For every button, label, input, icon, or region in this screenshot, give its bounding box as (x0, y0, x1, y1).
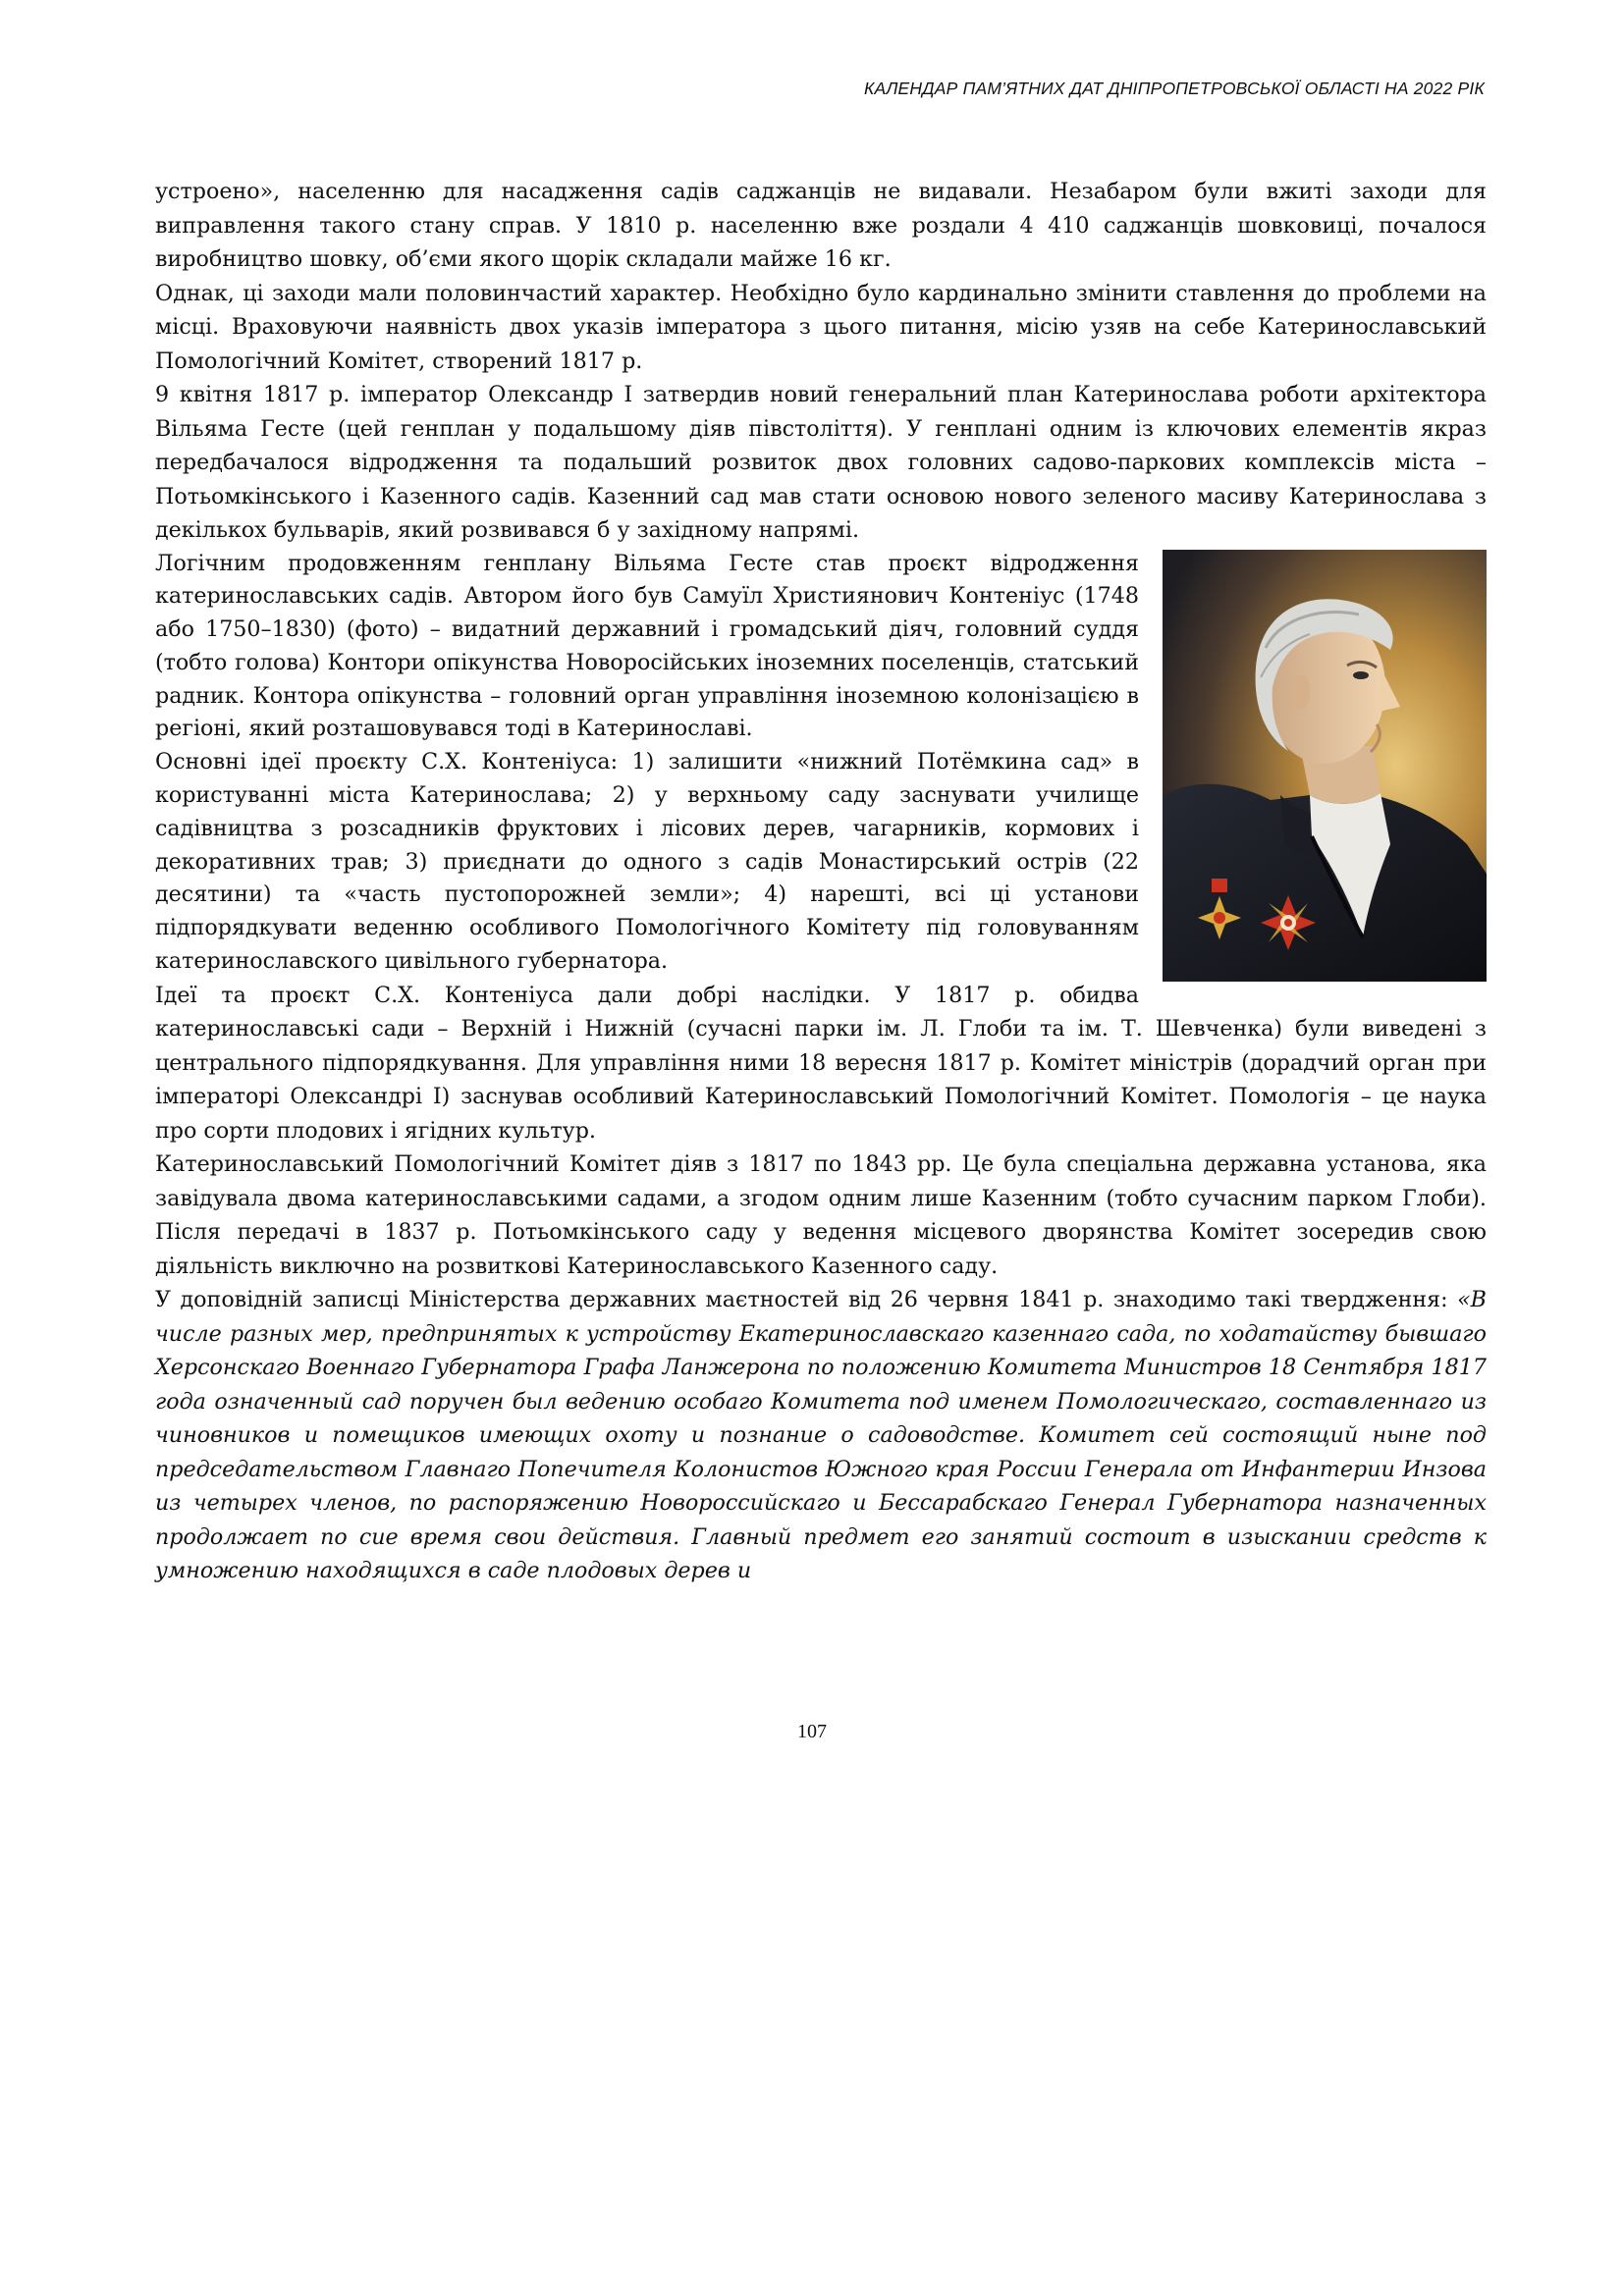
paragraph-6: Ідеї та проєкт С.Х. Контеніуса дали добрі наслідки. У 1817 р. обидва катеринославські сади – Верхній і Нижній (сучасні парки ім. Л. Глоби та ім. Т. Шевченка) були виведені з центрального підпорядкування. Для управління ними 18 вересня 1817 р. Комітет міністрів (дорадчий орган при імператорі Олександрі I) заснував особливий Катеринославський Помологічний Комітет. Помологія – це наука про сорти плодових і ягідних культур. (155, 982, 1487, 1144)
paragraph-3: 9 квітня 1817 р. імператор Олександр I затвердив новий генеральний план Катеринослава роботи архітектора Вільяма Гесте (цей генплан у подальшому діяв півстоліття). У генплані одним із ключових елементів якраз передбачалося відродження та подальший розвиток двох головних садово-паркових комплексів міста – Потьомкінського і Казенного садів. Казенний сад мав стати основою нового зеленого масиву Катеринослава з декількох бульварів, який розвивався б у західному напрямі. (155, 382, 1487, 543)
paragraph-4: Логічним продовженням генплану Вільяма Гесте став проєкт відродження катеринославських садів. Автором його був Самуїл Християнович Контеніус (1748 або 1750–1830) (фото) – видатний державний і громадський діяч, головний суддя (тобто голова) Контори опікунства Новоросійських іноземних поселенців, статський радник. Контора опікунства – головний орган управління іноземною колонізацією в регіоні, який розташовувався тоді в Катеринославі. (155, 550, 1139, 742)
portrait-image (1163, 550, 1487, 982)
article-body (155, 175, 1487, 1588)
order-star (1261, 895, 1316, 950)
portrait-photo-kontenius (1163, 550, 1487, 982)
running-header: КАЛЕНДАР ПАМ’ЯТНИХ ДАТ ДНІПРОПЕТРОВСЬКОЇ ОБЛАСТІ НА 2022 РІК (863, 79, 1485, 98)
page-number: 107 (797, 1721, 827, 1742)
paragraph-5: Основні ідеї проєкту С.Х. Контеніуса: 1) залишити «нижний Потёмкина сад» в користуванні міста Катеринослава; 2) у верхньому саду заснувати училище садівництва з розсадників фруктових і лісових дерев, чагарників, кормових і декоративних трав; 3) приєднати до одного з садів Монастирський острів (22 десятини) та «часть пустопорожней земли»; 4) нарешті, всі ці установи підпорядкувати веденню особливого Помологічного Комітету під головуванням катеринославского цивільного губернатора. (155, 749, 1139, 975)
paragraph-8-intro: У доповідній записці Міністерства державних маєтностей від 26 червня 1841 р. знаходимо такі твердження: (155, 1287, 1458, 1313)
archival-quote: «В числе разных мер, предпринятых к устройству Екатеринославскаго казеннаго сада, по ходатайству бывшаго Херсонскаго Военнаго Губернатора Графа Ланжерона по положению Комитета Министров 18 Сентября 1817 года означенный сад поручен был ведению особаго Комитета под именем Помологическаго, составленнаго из чиновников и помещиков имеющих охоту и познание о садоводстве. Комитет сей состоящий ныне под председательством Главнаго Попечителя Колонистов Южного края России Генерала от Инфантерии Инзова из четырех членов, по распоряжению Новороссийскаго и Бессарабскаго Генерал Губернатора назначенных продолжает по сие время свои действия. Главный предмет его занятий состоит в изыскании средств к умножению находящихся в саде плодовых дерев и (155, 1287, 1487, 1584)
paragraph-7: Катеринославський Помологічний Комітет діяв з 1817 по 1843 рр. Це була спеціальна державна установа, яка завідувала двома катеринославськими садами, а згодом одним лише Казенним (тобто сучасним парком Глоби). Після передачі в 1837 р. Потьомкінського саду у ведення місцевого дворянства Комітет зосередив свою діяльність виключно на розвиткові Катеринославського Казенного саду. (155, 1151, 1487, 1279)
paragraph-1: устроено», населенню для насадження садів саджанців не видавали. Незабаром були вжиті заходи для виправлення такого стану справ. У 1810 р. населенню вже роздали 4 410 саджанців шовковиці, почалося виробництво шовку, об’єми якого щорік складали майже 16 кг. (155, 179, 1487, 272)
paragraph-8 (155, 1283, 1487, 1588)
paragraph-2: Однак, ці заходи мали половинчастий характер. Необхідно було кардинально змінити ставлення до проблеми на місці. Враховуючи наявність двох указів імператора з цього питання, місію узяв на себе Катеринославський Помологічний Комітет, створений 1817 р. (155, 280, 1487, 374)
